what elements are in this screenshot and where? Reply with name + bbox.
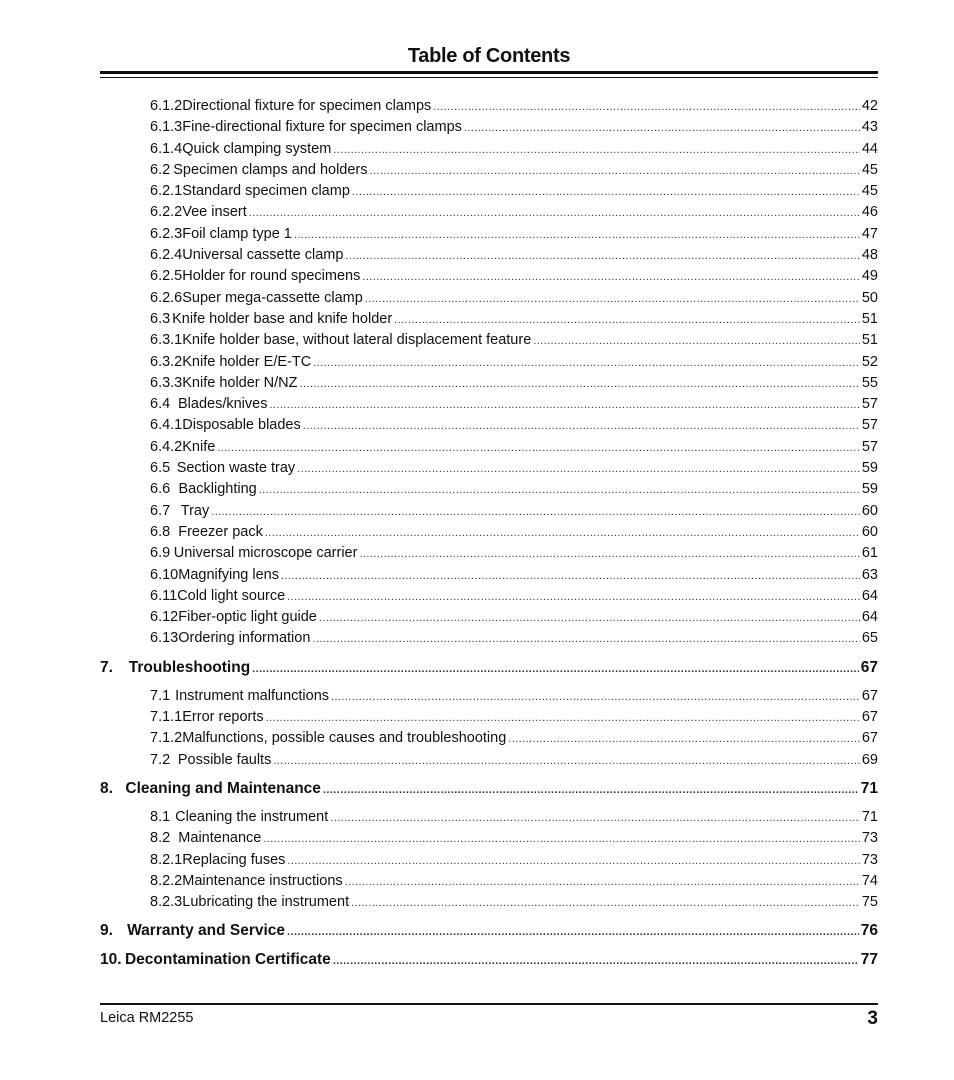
toc-entry-number: 6.2.6	[150, 289, 183, 306]
toc-entry[interactable]	[100, 567, 878, 588]
toc-entry-title: Cleaning the instrument	[175, 808, 329, 825]
toc-entry-title: Quick clamping system	[182, 140, 332, 157]
toc-entry-number: 6.10	[150, 566, 179, 583]
toc-entry[interactable]	[100, 290, 878, 311]
dot-leader	[217, 442, 860, 454]
toc-entry-number: 8.	[100, 779, 113, 797]
toc-entry-page: 57	[861, 438, 878, 455]
dot-leader	[294, 229, 860, 241]
toc-entry-title: Foil clamp type 1	[182, 225, 292, 242]
footer-rule	[100, 1003, 878, 1005]
toc-entry-title: Knife holder base, without lateral displacement feature	[182, 332, 532, 349]
toc-entry-title: Knife holder N/NZ	[182, 374, 298, 391]
toc-entry-page: 71	[860, 779, 878, 797]
toc-entry-number: 6.2.3	[150, 225, 183, 242]
dot-leader	[266, 712, 860, 724]
toc-entry-number: 9.	[100, 922, 113, 940]
dot-leader	[312, 633, 859, 645]
toc-entry[interactable]	[100, 809, 878, 830]
toc-entry-title: Cleaning and Maintenance	[125, 779, 321, 797]
toc-entry-number: 6.2.2	[150, 204, 183, 221]
dot-leader	[464, 122, 860, 134]
toc-entry-page: 71	[861, 808, 878, 825]
toc-entry[interactable]	[100, 247, 878, 268]
toc-entry-page: 76	[860, 922, 878, 940]
toc-entry-number: 6.12	[150, 609, 179, 626]
toc-entry-page: 67	[861, 730, 878, 747]
toc-entry-title: Knife	[182, 438, 216, 455]
toc-entry[interactable]	[100, 375, 878, 396]
toc-entry[interactable]	[100, 460, 878, 481]
toc-entry[interactable]	[100, 417, 878, 438]
toc-entry-page: 57	[861, 396, 878, 413]
toc-entry-number: 6.4.2	[150, 438, 183, 455]
toc-entry-page: 67	[860, 658, 878, 676]
dot-leader	[319, 612, 860, 624]
toc-entry-number: 6.13	[150, 630, 179, 647]
dot-leader	[252, 663, 859, 675]
toc-entry-title: Blades/knives	[178, 396, 268, 413]
toc-entry[interactable]	[100, 439, 878, 460]
dot-leader	[508, 733, 860, 745]
toc-entry-page: 43	[861, 119, 878, 136]
dot-leader	[273, 755, 860, 767]
toc-entry-title: Maintenance	[178, 830, 262, 847]
dot-leader	[265, 527, 860, 539]
toc-entry-number: 8.2.3	[150, 894, 183, 911]
dot-leader	[345, 876, 860, 888]
toc-entry[interactable]	[100, 830, 878, 851]
dot-leader	[394, 314, 860, 326]
dot-leader	[331, 691, 860, 703]
toc-entry[interactable]	[100, 311, 878, 332]
toc-entry-number: 6.1.2	[150, 98, 183, 114]
toc-entry-number: 8.2	[150, 830, 171, 847]
toc-entry-page: 52	[861, 353, 878, 370]
toc-entry-page: 51	[861, 310, 878, 327]
dot-leader	[287, 926, 859, 938]
toc-entry-number: 7.1	[150, 687, 171, 704]
dot-leader	[211, 506, 860, 518]
toc-entry-page: 47	[861, 225, 878, 242]
toc-entry-page: 75	[861, 894, 878, 911]
toc-entry-title: Super mega-cassette clamp	[182, 289, 363, 306]
dot-leader	[359, 548, 859, 560]
toc-entry-title: Maintenance instructions	[182, 872, 343, 889]
toc-entry[interactable]	[100, 268, 878, 289]
header-rule-thin	[100, 77, 878, 78]
toc-entry-page: 63	[861, 566, 878, 583]
toc-entry-title: Tray	[180, 502, 210, 519]
header-rule-thick	[100, 71, 878, 74]
toc-entry-page: 60	[861, 502, 878, 519]
toc-entry-page: 73	[861, 851, 878, 868]
toc-entry-title: Knife holder base and knife holder	[172, 310, 393, 327]
toc-entry[interactable]	[100, 503, 878, 524]
dot-leader	[333, 955, 859, 967]
toc-entry-number: 6.6	[150, 481, 171, 498]
footer-product-name: Leica RM2255	[100, 1010, 194, 1026]
toc-entry-title: Backlighting	[178, 481, 257, 498]
dot-leader	[351, 897, 860, 909]
toc-entry-number: 6.7	[150, 502, 171, 519]
toc-entry-title: Freezer pack	[178, 523, 263, 540]
toc-entry-page: 42	[861, 98, 878, 114]
dot-leader	[287, 591, 860, 603]
toc-entry-page: 77	[860, 951, 878, 969]
toc-entry-number: 7.2	[150, 751, 171, 768]
toc-entry-title: Warranty and Service	[127, 922, 286, 940]
toc-entry-number: 6.1.4	[150, 140, 183, 157]
toc-entry-number: 6.9	[150, 545, 171, 562]
toc-entry-page: 44	[861, 140, 878, 157]
toc-entry[interactable]	[100, 204, 878, 225]
toc-entry[interactable]	[100, 98, 878, 119]
toc-entry-page: 45	[861, 161, 878, 178]
toc-entry-title: Universal microscope carrier	[173, 545, 358, 562]
toc-entry-page: 51	[861, 332, 878, 349]
toc-entry-page: 49	[861, 268, 878, 285]
toc-entry-number: 6.2	[150, 161, 171, 178]
toc-entry-number: 6.5	[150, 460, 171, 477]
toc-entry-number: 7.1.2	[150, 730, 183, 747]
toc-entry-title: Replacing fuses	[182, 851, 286, 868]
toc-chapter-entry[interactable]	[100, 951, 878, 971]
dot-leader	[345, 250, 859, 262]
toc-entry-title: Magnifying lens	[178, 566, 279, 583]
toc-entry-title: Vee insert	[182, 204, 247, 221]
toc-entry-number: 6.3	[150, 310, 171, 327]
toc-entry-page: 67	[861, 687, 878, 704]
toc-entry-number: 7.1.1	[150, 709, 183, 726]
dot-leader	[300, 378, 860, 390]
toc-entry-page: 46	[861, 204, 878, 221]
dot-leader	[249, 207, 860, 219]
toc-entry[interactable]	[100, 894, 878, 915]
dot-leader	[313, 357, 860, 369]
toc-entry-number: 8.2.2	[150, 872, 183, 889]
toc-entry-title: Ordering information	[178, 630, 311, 647]
toc-entry-page: 64	[861, 609, 878, 626]
toc-entry-title: Holder for round specimens	[182, 268, 361, 285]
toc-entry-title: Lubricating the instrument	[182, 894, 350, 911]
toc-entry-page: 65	[861, 630, 878, 647]
toc-entry-number: 10.	[100, 951, 122, 969]
footer-page-number: 3	[867, 1008, 878, 1029]
toc-entry-page: 45	[861, 183, 878, 200]
toc-entry-title: Instrument malfunctions	[175, 687, 330, 704]
dot-leader	[333, 144, 860, 156]
toc-entry-number: 8.1	[150, 808, 171, 825]
toc-entry[interactable]	[100, 852, 878, 873]
toc-entry-number: 6.11	[150, 587, 178, 604]
toc-entry[interactable]	[100, 481, 878, 502]
toc-entry[interactable]	[100, 396, 878, 417]
dot-leader	[259, 484, 860, 496]
toc-entry[interactable]	[100, 752, 878, 773]
toc-entry-page: 67	[861, 709, 878, 726]
toc-chapter-entry[interactable]	[100, 659, 878, 679]
dot-leader	[365, 293, 860, 305]
toc-entry-number: 7.	[100, 658, 113, 676]
toc-entry-page: 60	[861, 523, 878, 540]
dot-leader	[303, 420, 860, 432]
dot-leader	[433, 101, 860, 113]
toc-entry[interactable]	[100, 630, 878, 651]
dot-leader	[281, 570, 860, 582]
toc-entry[interactable]	[100, 609, 878, 630]
toc-entry-page: 64	[861, 587, 878, 604]
toc-entry-title: Universal cassette clamp	[182, 247, 344, 264]
toc-entry[interactable]	[100, 332, 878, 353]
toc-entry-title: Standard specimen clamp	[182, 183, 350, 200]
toc-entry[interactable]	[100, 873, 878, 894]
dot-leader	[269, 399, 859, 411]
toc-entry-title: Malfunctions, possible causes and troubleshooting	[182, 730, 507, 747]
toc-entry-title: Fiber-optic light guide	[178, 609, 317, 626]
toc-entry-number: 6.3.1	[150, 332, 183, 349]
toc-entry-title: Directional fixture for specimen clamps	[182, 98, 432, 114]
toc-entry-title: Possible faults	[177, 751, 272, 768]
toc-entry-page: 69	[861, 751, 878, 768]
toc-entry[interactable]	[100, 119, 878, 140]
toc-entry-number: 8.2.1	[150, 851, 183, 868]
toc-entry[interactable]	[100, 162, 878, 183]
toc-entry-number: 6.2.1	[150, 183, 183, 200]
toc-entry[interactable]	[100, 709, 878, 730]
toc-entry-page: 61	[861, 545, 878, 562]
toc-entry-page: 59	[861, 481, 878, 498]
dot-leader	[370, 165, 860, 177]
toc-entry-number: 6.4	[150, 396, 171, 413]
toc-entry-title: Error reports	[182, 709, 264, 726]
toc-entry-title: Section waste tray	[176, 460, 296, 477]
toc-chapter-entry[interactable]	[100, 922, 878, 942]
toc-entry-number: 6.2.5	[150, 268, 183, 285]
toc-entry[interactable]	[100, 688, 878, 709]
toc-entry[interactable]	[100, 545, 878, 566]
toc-entry-title: Troubleshooting	[128, 658, 251, 676]
toc-entry[interactable]	[100, 183, 878, 204]
toc-entry-number: 6.3.2	[150, 353, 183, 370]
toc-entry-title: Fine-directional fixture for specimen clamps	[182, 119, 462, 136]
dot-leader	[263, 833, 860, 845]
toc-entry-page: 57	[861, 417, 878, 434]
page-title: Table of Contents	[407, 45, 571, 67]
dot-leader	[362, 271, 859, 283]
toc-entry-number: 6.8	[150, 523, 171, 540]
toc-entry-title: Specimen clamps and holders	[173, 161, 368, 178]
toc-entry-page: 74	[861, 872, 878, 889]
toc-entry-page: 48	[861, 247, 878, 264]
toc-entry[interactable]	[100, 588, 878, 609]
toc-entry-title: Cold light source	[177, 587, 286, 604]
toc-entry-title: Knife holder E/E-TC	[182, 353, 312, 370]
toc-entry-number: 6.4.1	[150, 417, 183, 434]
toc-entry-page: 59	[861, 460, 878, 477]
dot-leader	[330, 812, 860, 824]
toc-entry-page: 73	[861, 830, 878, 847]
toc-entry[interactable]	[100, 354, 878, 375]
toc-entry[interactable]	[100, 141, 878, 162]
toc-entry-title: Decontamination Certificate	[124, 951, 331, 969]
toc-entry-title: Disposable blades	[182, 417, 301, 434]
toc-entry-page: 55	[861, 374, 878, 391]
toc-entry[interactable]	[100, 524, 878, 545]
dot-leader	[287, 855, 859, 867]
toc-entry-number: 6.2.4	[150, 247, 183, 264]
dot-leader	[297, 463, 860, 475]
dot-leader	[323, 784, 859, 796]
toc-entry-number: 6.3.3	[150, 374, 183, 391]
toc-entry[interactable]	[100, 730, 878, 751]
toc-chapter-entry[interactable]	[100, 780, 878, 800]
toc-entry-page: 50	[861, 289, 878, 306]
table-of-contents	[100, 98, 878, 980]
dot-leader	[533, 335, 860, 347]
toc-entry-number: 6.1.3	[150, 119, 183, 136]
dot-leader	[352, 186, 860, 198]
toc-entry[interactable]	[100, 226, 878, 247]
